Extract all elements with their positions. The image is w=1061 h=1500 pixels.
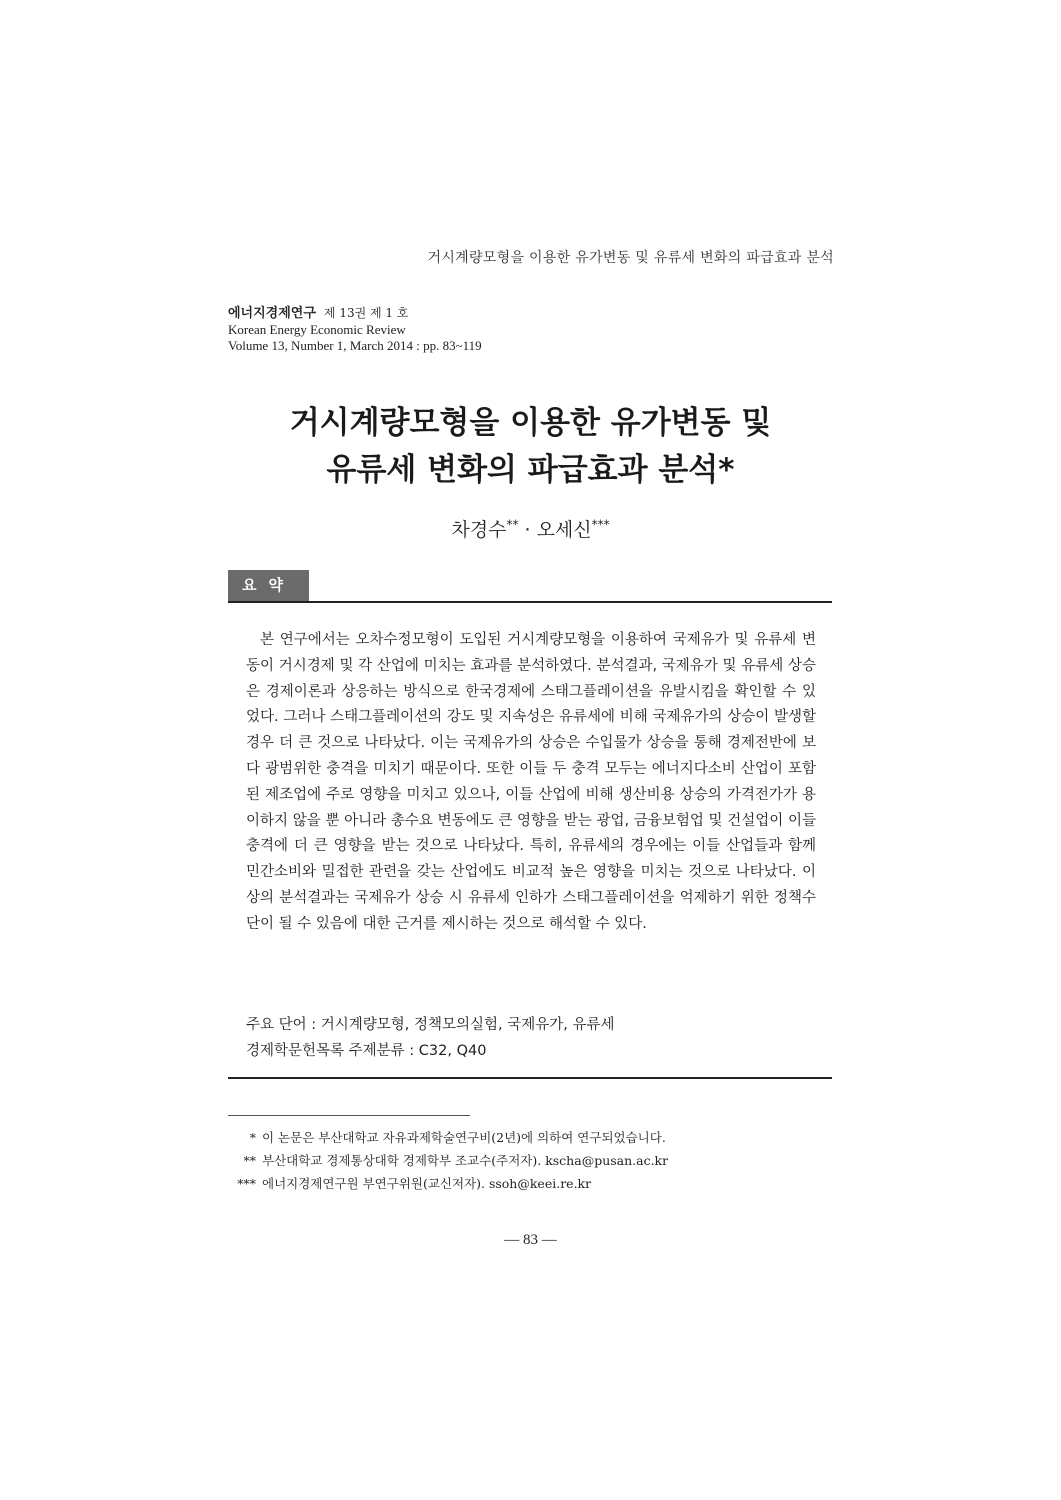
abstract-label: 요약 bbox=[228, 570, 309, 601]
footnote-text: 에너지경제연구원 부연구위원(교신저자). ssoh@keei.re.kr bbox=[262, 1176, 592, 1191]
footnote-rule bbox=[228, 1115, 470, 1116]
footnote-marker: *** bbox=[237, 1176, 256, 1191]
footnote bbox=[228, 1149, 668, 1172]
footnote bbox=[228, 1126, 668, 1149]
paper-title bbox=[0, 400, 1061, 494]
author-1-footnote-mark: ** bbox=[506, 517, 519, 532]
keywords: 주요 단어 : 거시계량모형, 정책모의실험, 국제유가, 유류세 bbox=[246, 1017, 615, 1033]
journal-citation: Volume 13, Number 1, March 2014 : pp. 83~119 bbox=[228, 338, 482, 353]
keywords-block bbox=[246, 1012, 615, 1064]
footnote-text: 부산대학교 경제통상대학 경제학부 조교수(주저자). kscha@pusan.ac.kr bbox=[262, 1153, 669, 1168]
journal-name-ko: 에너지경제연구 bbox=[228, 306, 316, 321]
author-1: 차경수 bbox=[451, 519, 507, 541]
abstract-body: 본 연구에서는 오차수정모형이 도입된 거시계량모형을 이용하여 국제유가 및 유류세 변동이 거시경제 및 각 산업에 미치는 효과를 분석하였다. 분석결과, 국제유가 및 유류세 상승은 경제이론과 상응하는 방식으로 한국경제에 스태그플레이션을 유발시킴을 확인할 수 있었다. 그러나 스태그플레이션의 강도 및 지속성은 유류세에 비해 국제유가의 상승이 발생할 경우 더 큰 것으로 나타났다. 이는 국제유가의 상승은 수입물가 상승을 통해 경제전반에 보다 광범위한 충격을 미치기 때문이다. 또한 이들 두 충격 모두는 에너지다소비 산업이 포함된 제조업에 주로 영향을 미치고 있으나, 이들 산업에 비해 생산비용 상승의 가격전가가 용이하지 않을 뿐 아니라 총수요 변동에도 큰 영향을 받는 광업, 금융보험업 및 건설업이 이들 충격에 더 큰 영향을 받는 것으로 나타났다. 특히, 유류세의 경우에는 이들 산업들과 함께 민간소비와 밀접한 관련을 갖는 산업에도 비교적 높은 영향을 미치는 것으로 나타났다. 이상의 분석결과는 국제유가 상승 시 유류세 인하가 스태그플레이션을 억제하기 위한 정책수단이 될 수 있음에 대한 근거를 제시하는 것으로 해석할 수 있다. bbox=[246, 632, 816, 932]
title-line-1: 거시계량모형을 이용한 유가변동 및 bbox=[289, 405, 772, 441]
footnote-marker: ** bbox=[243, 1153, 256, 1168]
journal-info bbox=[228, 305, 482, 354]
page-number: ― 83 ― bbox=[504, 1232, 557, 1248]
author-2-footnote-mark: *** bbox=[591, 517, 610, 532]
abstract-header bbox=[228, 570, 832, 603]
title-line-2: 유류세 변화의 파급효과 분석* bbox=[326, 452, 735, 488]
journal-name-en: Korean Energy Economic Review bbox=[228, 322, 406, 337]
running-header: 거시계량모형을 이용한 유가변동 및 유류세 변화의 파급효과 분석 bbox=[427, 250, 834, 266]
author-separator: · bbox=[518, 519, 537, 541]
journal-title-line bbox=[228, 305, 482, 322]
authors bbox=[0, 515, 1061, 542]
author-2: 오세신 bbox=[536, 519, 592, 541]
abstract-bottom-rule bbox=[228, 1077, 832, 1079]
footnotes bbox=[228, 1126, 668, 1195]
footnote-text: 이 논문은 부산대학교 자유과제학술연구비(2년)에 의하여 연구되었습니다. bbox=[262, 1130, 666, 1145]
footnote bbox=[228, 1172, 668, 1195]
jel-classification: 경제학문헌목록 주제분류 : C32, Q40 bbox=[246, 1043, 487, 1059]
journal-issue: 제 13권 제 1 호 bbox=[323, 306, 409, 320]
footnote-marker: * bbox=[249, 1130, 256, 1145]
